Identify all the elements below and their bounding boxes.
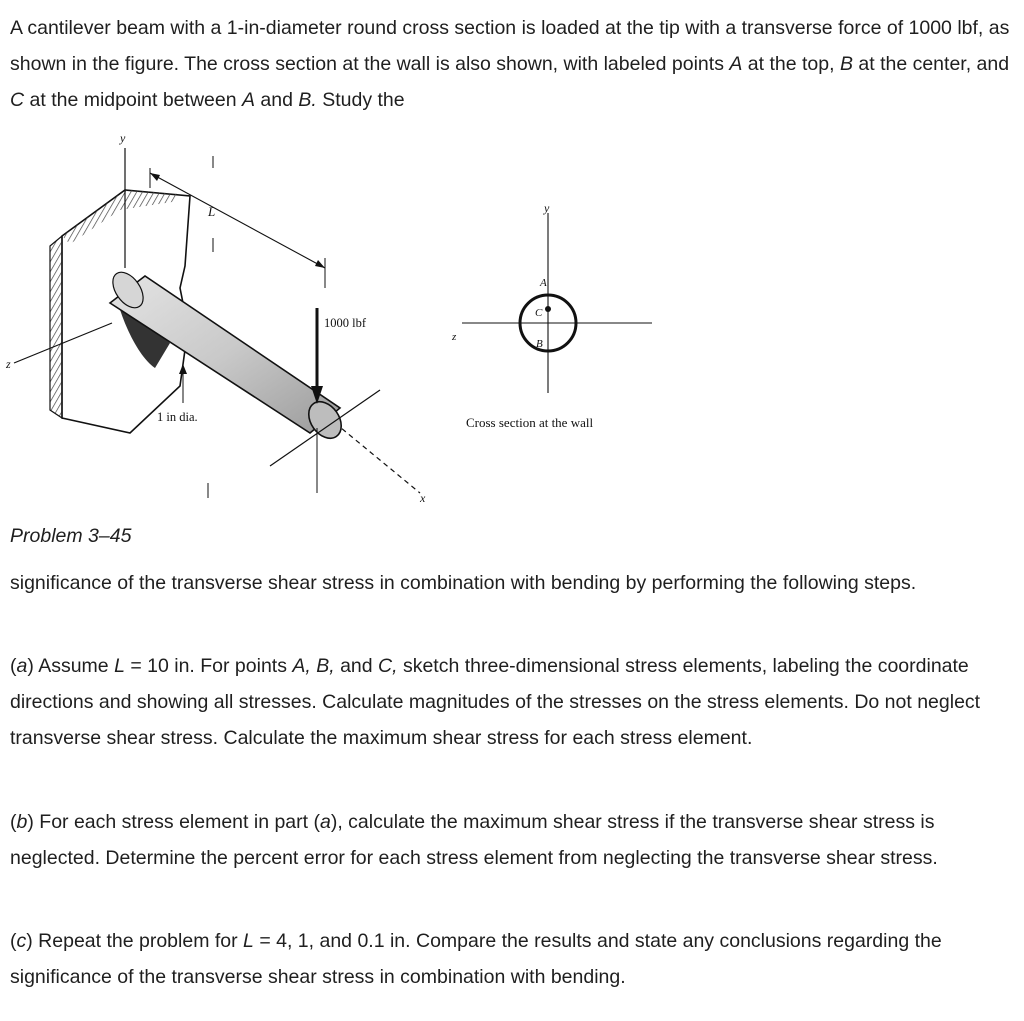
axis-x-label: x: [420, 491, 426, 505]
intro-point-c: C: [10, 89, 25, 111]
part-a-text-4: sketch three-dimensional stress elements, labeling the coordinate directions and showing all stresses. Calculate magnitudes of the stresses on the stress elements. Do not neglect transverse shear stress. Calculate the maximum shear stress for each stress element.: [10, 655, 981, 749]
part-b-ref: a: [319, 811, 331, 833]
part-a-points: A, B,: [292, 655, 335, 677]
part-c-var-l: L: [243, 930, 254, 952]
intro-text-4: at the midpoint between: [24, 89, 242, 111]
intro-point-b: B: [839, 53, 853, 75]
intro-continuation: significance of the transverse shear stress in combination with bending by performing the following steps.: [10, 572, 917, 594]
force-label: 1000 lbf: [324, 316, 367, 330]
point-b-label: B: [536, 338, 543, 350]
part-b-tag: b: [16, 811, 28, 833]
intro-text-5: and: [255, 89, 299, 111]
part-a-point-c: C,: [378, 655, 398, 677]
part-a-text-1: Assume: [33, 655, 115, 677]
axis-y-label: y: [120, 131, 126, 145]
length-label: L: [208, 204, 216, 219]
part-a-var-l: L: [114, 655, 125, 677]
part-a-text-3: and: [334, 655, 379, 677]
point-c-label: C: [535, 307, 543, 319]
cross-section-caption: Cross section at the wall: [466, 415, 594, 430]
part-a-tag: a: [16, 655, 28, 677]
part-a-text-2: = 10 in. For points: [124, 655, 293, 677]
intro-text-3: at the center, and: [852, 53, 1010, 75]
point-c-dot: [545, 306, 551, 312]
part-c-text-1: Repeat the problem for: [32, 930, 244, 952]
part-c-tag: c: [16, 930, 27, 952]
part-b-text-2: ), calculate the maximum shear stress if the transverse shear stress is neglected. Determine the percent error for each stress element from neglecting the transverse shear stress.: [10, 811, 938, 869]
section-y-label: y: [544, 201, 550, 215]
part-c-text-2: = 4, 1, and 0.1 in. Compare the results and state any conclusions regarding the significance of the transverse shear stress in combination with bending.: [10, 930, 942, 988]
intro-text-2: at the top,: [742, 53, 840, 75]
part-c-paragraph: (c) Repeat the problem for L = 4, 1, and 0.1 in. Compare the results and state any conclusions regarding the significance of the transverse shear stress in combination with bending.: [10, 930, 942, 988]
figure-caption: Problem 3–45: [10, 525, 132, 547]
cross-section-view: [451, 201, 652, 430]
intro-point-a-2: A: [241, 89, 255, 111]
section-z-label: z: [452, 331, 457, 343]
intro-text-1: A cantilever beam with a 1-in-diameter round cross section is loaded at the tip with a transverse force of 1000 lbf, as shown in the figure. The cross section at the wall is also shown, with labeled points: [10, 17, 1010, 75]
point-a-label: A: [540, 277, 547, 289]
part-b-text-1: For each stress element in part (: [33, 811, 320, 833]
intro-point-b-2: B.: [298, 89, 317, 111]
axis-z-label: z: [6, 357, 11, 371]
part-b-paragraph: (b) For each stress element in part (a), calculate the maximum shear stress if the transverse shear stress is neglected. Determine the percent error for each stress element from neglecting the transverse shear stress.: [10, 811, 938, 869]
cantilever-beam-figure: [0, 128, 700, 508]
x-axis-line: [335, 423, 420, 493]
intro-text-6: Study the: [316, 89, 405, 111]
intro-point-a: A: [729, 53, 743, 75]
problem-intro-paragraph: [10, 10, 1010, 118]
diameter-label: 1 in dia.: [157, 410, 198, 424]
part-a-paragraph: (a) Assume L = 10 in. For points A, B, and C, sketch three-dimensional stress elements, labeling the coordinate directions and showing all stresses. Calculate magnitudes of the stresses on the stress elements. Do not neglect transverse shear stress. Calculate the maximum shear stress for each stress element.: [10, 655, 981, 749]
